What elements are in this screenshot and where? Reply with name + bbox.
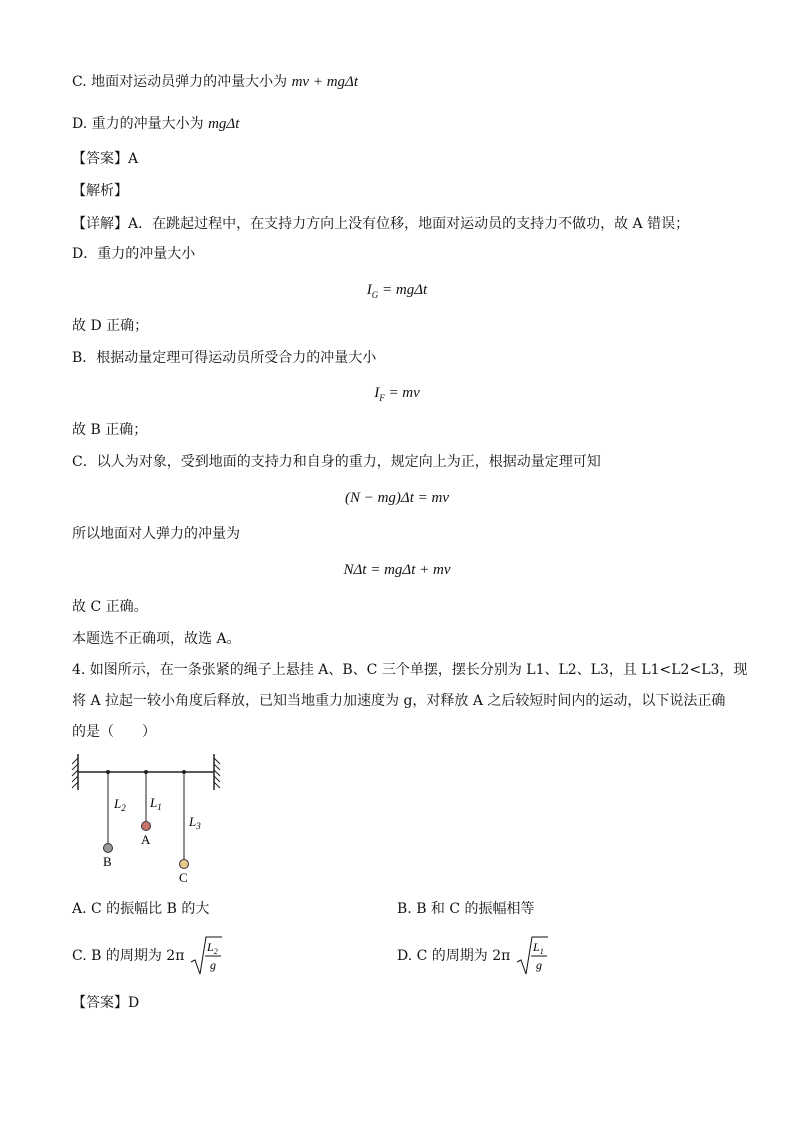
- svg-text:g: g: [535, 958, 542, 972]
- left-wall-hatch: [72, 758, 78, 788]
- detail-c2: 所以地面对人弹力的冲量为: [72, 526, 240, 542]
- eq1-I: I: [366, 282, 372, 298]
- bob-a: [142, 822, 151, 831]
- eq1-rhs: = mgΔt: [378, 282, 428, 298]
- eq2-sub: F: [379, 393, 385, 403]
- detail-c: C．以人为对象，受到地面的支持力和自身的重力，规定向上为正，根据动量定理可知: [72, 454, 601, 470]
- bob-b: [104, 844, 113, 853]
- option-a: A. C 的振幅比 B 的大: [72, 901, 210, 917]
- label-c: C: [179, 870, 188, 882]
- svg-text:L2: $L_2$: [206, 940, 218, 956]
- bob-c: [180, 860, 189, 869]
- eq1-sub: G: [371, 290, 379, 300]
- d-correct: 故 D 正确；: [72, 318, 149, 334]
- option-d-prev: [72, 114, 239, 134]
- conclusion: 本题选不正确项，故选 A。: [72, 631, 241, 647]
- eq2-rhs: = mv: [384, 385, 420, 401]
- detail-a: 【详解】A．在跳起过程中，在支持力方向上没有位移，地面对运动员的支持力不做功，故 A 错误；: [72, 216, 690, 232]
- option-d-text: D. C 的周期为 2π: [397, 948, 511, 964]
- option-c-text: C. B 的周期为 2π: [72, 948, 185, 964]
- analysis-label: 【解析】: [72, 183, 128, 199]
- option-d: [397, 934, 549, 978]
- q4-line2: 将 A 拉起一较小角度后释放，已知当地重力加速度为 g，对释放 A 之后较短时间内的运动，以下说法正确: [72, 693, 726, 709]
- c-correct: 故 C 正确。: [72, 599, 148, 615]
- b-correct: 故 B 正确；: [72, 422, 148, 438]
- label-l3: $L_3$: [189, 814, 201, 831]
- right-wall-hatch: [214, 758, 220, 788]
- sqrt-c: [189, 934, 223, 978]
- answer-2: 【答案】D: [72, 995, 140, 1011]
- label-l1: $L_1$: [150, 795, 162, 812]
- label-a: A: [141, 832, 151, 847]
- equation-impulse: NΔt = mgΔt + mv: [343, 562, 451, 578]
- option-c: [72, 934, 223, 978]
- svg-text:L1: $L_1$: [532, 940, 544, 956]
- eq2-I: I: [374, 385, 380, 401]
- q4-line1: 4. 如图所示，在一条张紧的绳子上悬挂 A、B、C 三个单摆，摆长分别为 L1、L2、L3，且 L1<L2<L3，现: [72, 662, 748, 678]
- sqrt-d: [515, 934, 549, 978]
- equation-if: [0, 383, 794, 408]
- label-l2: $L_2$: [114, 796, 126, 813]
- option-c-prev-text: C. 地面对运动员弹力的冲量大小为: [72, 74, 288, 90]
- equation-momentum: (N − mg)Δt = mv: [344, 490, 450, 506]
- equation-ig: [0, 280, 794, 305]
- answer-1: 【答案】A: [72, 151, 139, 167]
- option-b: B. B 和 C 的振幅相等: [397, 901, 535, 917]
- detail-d: D．重力的冲量大小: [72, 246, 196, 262]
- option-d-prev-text: D. 重力的冲量大小为: [72, 116, 204, 132]
- option-c-prev-math: mv + mgΔt: [291, 74, 358, 90]
- option-d-prev-math: mgΔt: [208, 116, 240, 132]
- q4-line3: 的是（ ）: [72, 724, 156, 740]
- detail-b: B．根据动量定理可得运动员所受合力的冲量大小: [72, 350, 377, 366]
- label-b: B: [103, 854, 112, 869]
- pendulum-figure: [68, 752, 238, 882]
- svg-text:g: g: [209, 958, 216, 972]
- option-c-prev: [72, 72, 358, 92]
